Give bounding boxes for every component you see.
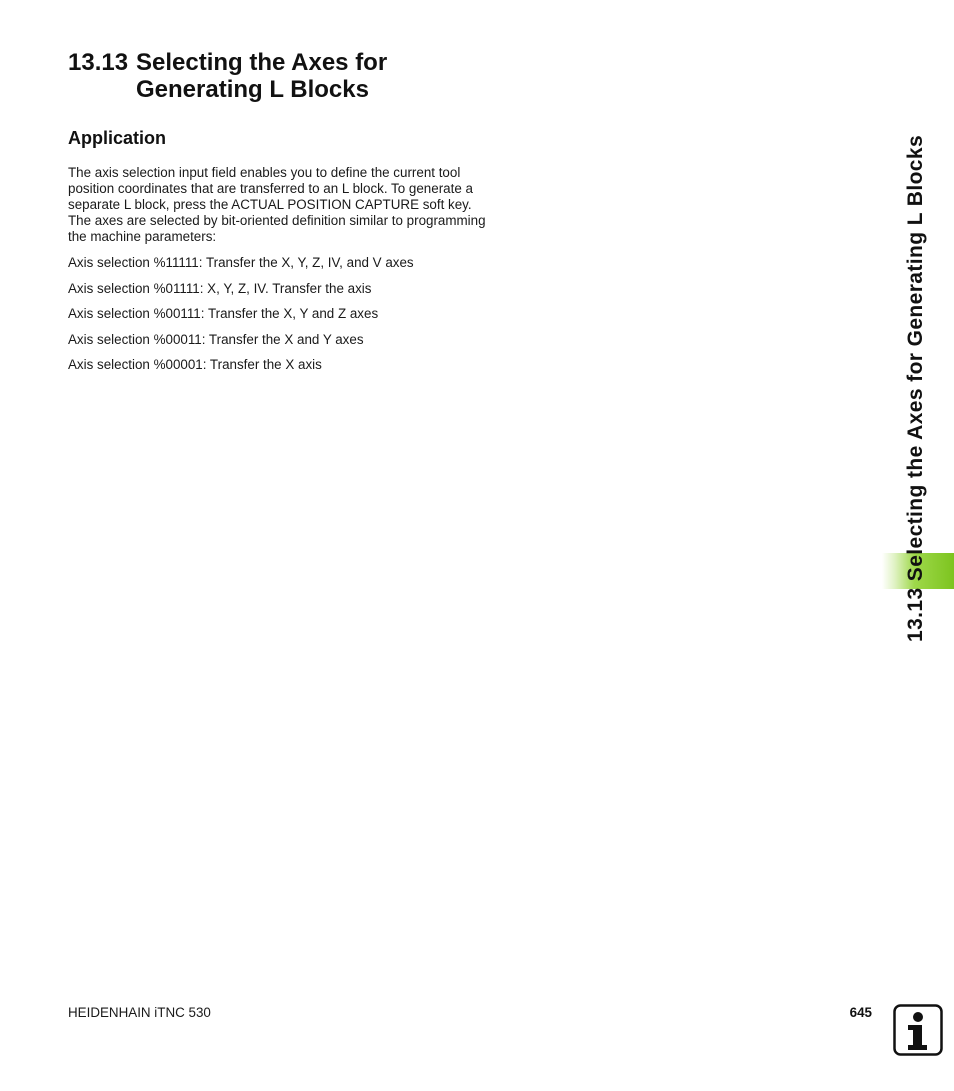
chapter-number: 13.13: [68, 49, 129, 76]
info-icon: [893, 1004, 943, 1056]
axis-selection-list: [68, 255, 414, 383]
side-running-title: 13.13 Selecting the Axes for Generating L Blocks: [904, 134, 927, 642]
paragraph-line: position coordinates that are transferred to an L block. To generate a: [68, 181, 473, 196]
list-item: Axis selection %00011: Transfer the X and Y axes: [68, 331, 364, 347]
list-item: Axis selection %01111: X, Y, Z, IV. Transfer the axis: [68, 280, 372, 296]
intro-paragraph: [68, 165, 518, 245]
page-number: 645: [849, 1005, 872, 1020]
chapter-title: [136, 49, 456, 103]
chapter-title-line-1: Selecting the Axes for: [136, 49, 388, 76]
footer-product-name: HEIDENHAIN iTNC 530: [68, 1005, 211, 1020]
page-title: [68, 49, 456, 103]
paragraph-line: the machine parameters:: [68, 229, 217, 244]
list-item: Axis selection %00111: Transfer the X, Y and Z axes: [68, 306, 379, 321]
section-heading: Application: [68, 128, 166, 148]
list-item: Axis selection %11111: Transfer the X, Y, Z, IV, and V axes: [68, 255, 414, 270]
paragraph-line: separate L block, press the ACTUAL POSITION CAPTURE soft key.: [68, 197, 472, 212]
paragraph-line: The axes are selected by bit-oriented definition similar to programming: [68, 213, 486, 228]
paragraph-line: The axis selection input field enables you to define the current tool: [68, 165, 461, 180]
list-item: Axis selection %00001: Transfer the X axis: [68, 357, 322, 372]
chapter-title-line-2: Generating L Blocks: [136, 76, 369, 103]
